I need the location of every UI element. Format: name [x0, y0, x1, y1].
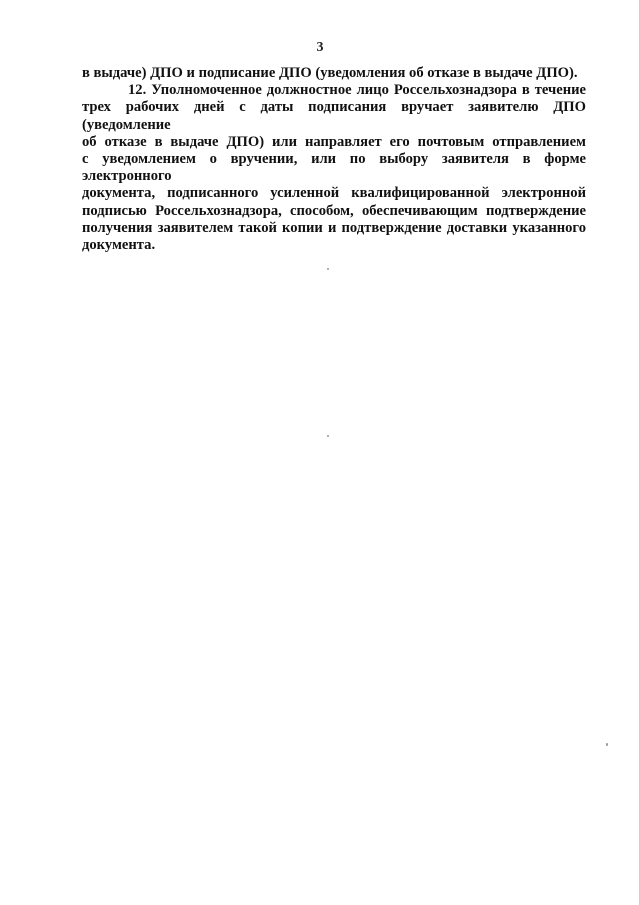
text-line: документа. [82, 237, 156, 254]
scan-speck [327, 435, 329, 437]
text-line: получения заявителем такой копии и подтверждение доставки указанного [82, 219, 586, 236]
text-line: с уведомлением о вручении, или по выбору заявителя в форме электронного [82, 151, 586, 185]
document-body [82, 65, 586, 254]
scan-speck [327, 268, 329, 270]
scan-speck [606, 743, 608, 746]
text-line: об отказе в выдаче ДПО) или направляет его почтовым отправлением [82, 133, 586, 150]
paragraph-12-start: 12. Уполномоченное должностное лицо Россельхознадзора в течение [128, 82, 586, 99]
text-line: трех рабочих дней с даты подписания вручает заявителю ДПО (уведомление [82, 99, 586, 133]
text-line: подписью Россельхознадзора, способом, обеспечивающим подтверждение [82, 202, 586, 219]
text-line: документа, подписанного усиленной квалифицированной электронной [82, 185, 586, 202]
page-number: 3 [316, 40, 324, 55]
text-line: в выдаче) ДПО и подписание ДПО (уведомления об отказе в выдаче ДПО). [82, 65, 578, 81]
